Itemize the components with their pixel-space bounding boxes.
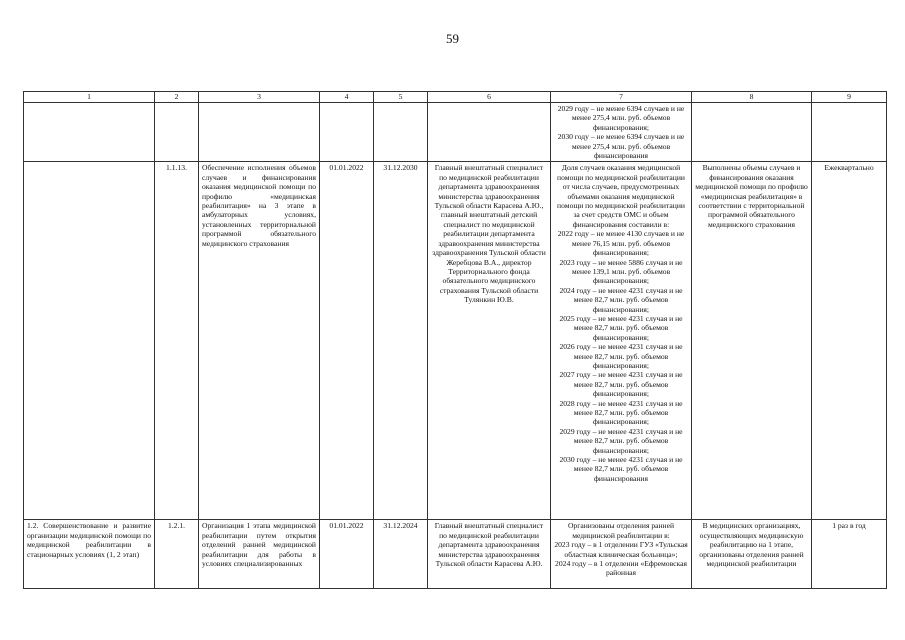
table-row [24, 103, 887, 162]
table-header-row [24, 92, 887, 103]
outcome-cell: Выполнены объемы случаев и финансирования оказания медицинской помощи по профилю «медицинская реабилитация» в соответствии с территориальной программой обязательного медицинского страхования [692, 162, 812, 520]
table-row [24, 520, 887, 589]
activity-cell: Обеспечение исполнения объемов случаев и финансирования оказания медицинской помощи по профилю «медицинская реабилитация» на 3 этапе в амбулаторных условиях, установленных территориальной программой обязательного медицинского страхования [199, 162, 320, 520]
result-line: Организованы отделения ранней медицинской реабилитации в: [567, 521, 675, 540]
result-line: 2030 году – не менее 4231 случая и не менее 82,7 млн. руб. объемов финансирования [559, 455, 683, 483]
activity-cell [199, 103, 320, 162]
result-line: 2023 году – в 1 отделении ГУЗ «Тульская областная клиническая больница»; [554, 540, 688, 559]
result-cell [551, 520, 692, 589]
result-line: 2024 году – не менее 4231 случая и не менее 82,7 млн. руб. объемов финансирования; [559, 285, 683, 314]
header-cell: 1 [24, 92, 155, 103]
end-date-cell [374, 103, 428, 162]
header-cell: 6 [428, 92, 551, 103]
frequency-cell: 1 раз в год [812, 520, 887, 589]
start-date-cell: 01.01.2022 [320, 520, 374, 589]
result-cell [551, 162, 692, 520]
document-table [23, 91, 887, 589]
number-cell [155, 103, 199, 162]
header-cell: 5 [374, 92, 428, 103]
start-date-cell: 01.01.2022 [320, 162, 374, 520]
result-line: 2026 году – не менее 4231 случая и не менее 82,7 млн. руб. объемов финансирования; [559, 342, 683, 370]
outcome-cell [692, 103, 812, 162]
responsible-cell: Главный внештатный специалист по медицинской реабилитации департамента здравоохранения министерства здравоохранения Тульской области Карасева А.Ю., главный внештатный детский специалист по медицинской реабилитации департамента здравоохранения министерства здравоохранения Тульской области Жеребцова В.А., директор Территориального фонда обязательного медицинского страхования Тульской области Тулянкин Ю.В. [428, 162, 551, 520]
header-cell: 8 [692, 92, 812, 103]
result-line: 2024 году – в 1 отделении «Ефремовская районная [555, 559, 687, 578]
number-cell: 1.1.13. [155, 162, 199, 520]
result-line: Доля случаев оказания медицинской помощи по медицинской реабилитации от числа случаев, предусмотренных объемами оказания медицинской помощи по медицинской реабилитации за счет средств ОМС и объем финансирования составили в: [557, 163, 685, 229]
header-cell: 3 [199, 92, 320, 103]
page-number: 59 [446, 31, 459, 46]
responsible-cell [428, 103, 551, 162]
section-cell [24, 103, 155, 162]
outcome-cell: В медицинских организациях, осуществляющих медицинскую реабилитацию на 1 этапе, организованы отделения ранней медицинской реабилитации [692, 520, 812, 589]
table-row [24, 162, 887, 520]
header-cell: 4 [320, 92, 374, 103]
frequency-cell: Ежеквартально [812, 162, 887, 520]
result-line: 2028 году – не менее 4231 случая и не менее 82,7 млн. руб. объемов финансирования; [559, 398, 683, 427]
header-cell: 2 [155, 92, 199, 103]
result-line: 2025 году – не менее 4231 случая и не менее 82,7 млн. руб. объемов финансирования; [559, 313, 683, 342]
header-cell: 9 [812, 92, 887, 103]
section-cell [24, 162, 155, 520]
end-date-cell: 31.12.2030 [374, 162, 428, 520]
number-cell: 1.2.1. [155, 520, 199, 589]
responsible-cell: Главный внештатный специалист по медицинской реабилитации департамента здравоохранения министерства здравоохранения Тульской области Карасева А.Ю. [428, 520, 551, 589]
section-cell: 1.2. Совершенствование и развитие организации медицинской помощи по медицинской реабилитации в стационарных условиях (1, 2 этап) [24, 520, 155, 589]
header-cell: 7 [551, 92, 692, 103]
start-date-cell [320, 103, 374, 162]
result-line: 2029 году – не менее 4231 случая и не менее 82,7 млн. руб. объемов финансирования; [559, 426, 683, 455]
result-line: 2029 году – не менее 6394 случаев и не менее 275,4 млн. руб. объемов финансирования; [557, 104, 685, 132]
result-cell [551, 103, 692, 162]
activity-cell: Организация 1 этапа медицинской реабилитации путем открытия отделений ранней медицинской реабилитации для работы в условиях специализированных [199, 520, 320, 589]
result-line: 2022 году – не менее 4130 случаев и не менее 76,15 млн. руб. объемов финансирования; [557, 229, 685, 258]
end-date-cell: 31.12.2024 [374, 520, 428, 589]
result-line: 2027 году – не менее 4231 случая и не менее 82,7 млн. руб. объемов финансирования; [559, 370, 683, 399]
result-line: 2023 году – не менее 5886 случая и не менее 139,1 млн. руб. объемов финансирования; [559, 257, 683, 286]
result-line: 2030 году – не менее 6394 случаев и не менее 275,4 млн. руб. объемов финансирования [557, 132, 685, 161]
frequency-cell [812, 103, 887, 162]
